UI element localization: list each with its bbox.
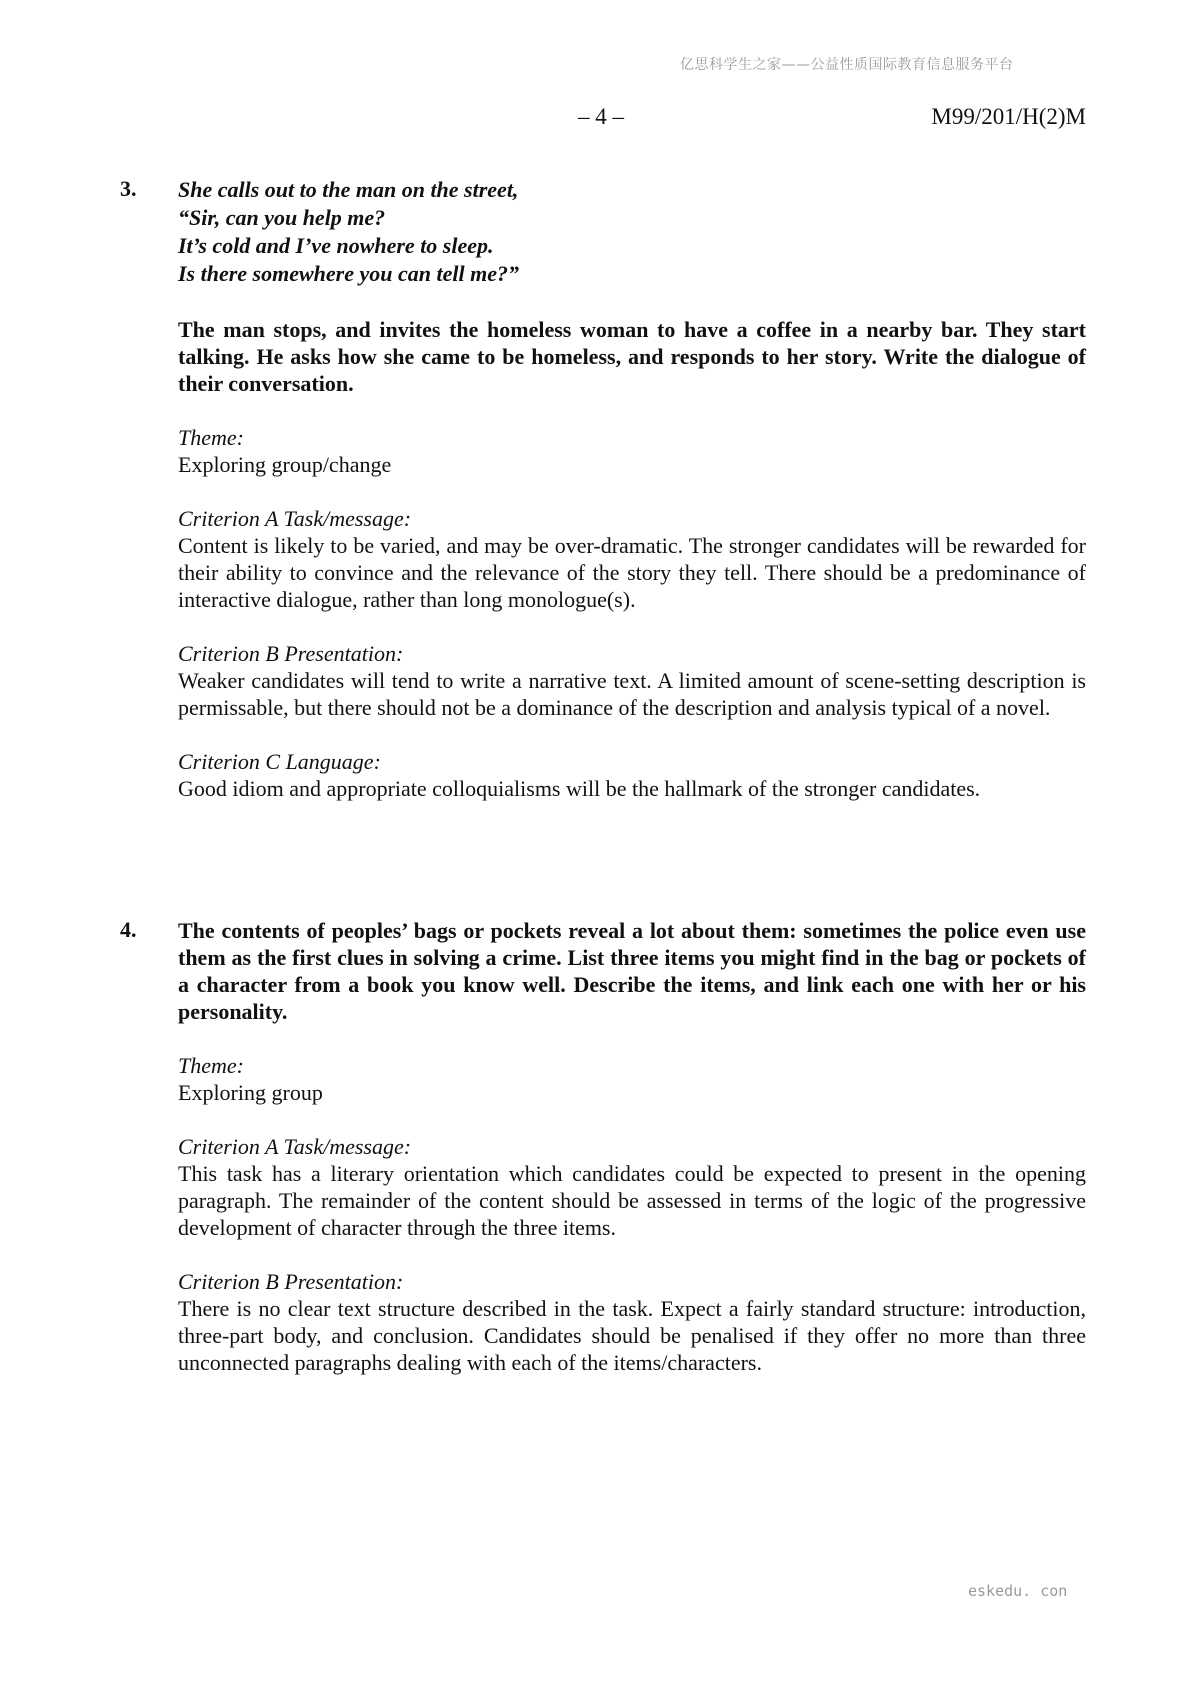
section-label: Criterion B Presentation:	[178, 1269, 404, 1294]
section-text: Exploring group	[178, 1080, 323, 1105]
criterion-c-section	[178, 748, 1086, 802]
section-text: Content is likely to be varied, and may be over-dramatic. The stronger candidates will be rewarded for their ability to convince and the relevance of the story they tell. There should be a predominance of interactive dialogue, rather than long monologue(s).	[178, 533, 1086, 612]
section-label: Criterion A Task/message:	[178, 506, 412, 531]
question-number: 3.	[120, 176, 137, 201]
criterion-a-section	[178, 1133, 1086, 1241]
section-text: Good idiom and appropriate colloquialisms will be the hallmark of the stronger candidates.	[178, 776, 981, 801]
poem-line: “Sir, can you help me?	[178, 205, 386, 230]
section-text: This task has a literary orientation which candidates could be expected to present in the opening paragraph. The remainder of the content should be assessed in terms of the logic of the progressive development of character through the three items.	[178, 1161, 1086, 1240]
section-label: Theme:	[178, 425, 244, 450]
question-number: 4.	[120, 917, 137, 942]
section-text: There is no clear text structure described in the task. Expect a fairly standard structure: introduction, three-part body, and conclusion. Candidates should be penalised if they offer no more than three unconnected paragraphs dealing with each of the items/characters.	[178, 1296, 1086, 1375]
question-prompt: The man stops, and invites the homeless woman to have a coffee in a nearby bar. They start talking. He asks how she came to be homeless, and responds to her story. Write the dialogue of their conversation.	[178, 317, 1086, 396]
page-number: – 4 –	[578, 104, 624, 129]
criterion-a-section	[178, 505, 1086, 613]
question-prompt: The contents of peoples’ bags or pockets reveal a lot about them: sometimes the police even use them as the first clues in solving a crime. List three items you might find in the bag or pockets of a character from a book you know well. Describe the items, and link each one with her or his personality.	[178, 918, 1086, 1024]
question-body	[178, 917, 1086, 1403]
poem-quote	[178, 176, 1086, 288]
poem-line: She calls out to the man on the street,	[178, 177, 519, 202]
watermark-bottom: eskedu. con	[968, 1582, 1068, 1600]
document-code: M99/201/H(2)M	[931, 104, 1086, 129]
question-body	[178, 176, 1086, 829]
section-label: Criterion C Language:	[178, 749, 381, 774]
theme-section	[178, 1052, 1086, 1106]
poem-line: It’s cold and I’ve nowhere to sleep.	[178, 233, 494, 258]
section-text: Exploring group/change	[178, 452, 392, 477]
theme-section	[178, 424, 1086, 478]
criterion-b-section	[178, 640, 1086, 721]
poem-line: Is there somewhere you can tell me?”	[178, 261, 519, 286]
section-label: Theme:	[178, 1053, 244, 1078]
section-label: Criterion B Presentation:	[178, 641, 404, 666]
criterion-b-section	[178, 1268, 1086, 1376]
watermark-top: 亿思科学生之家——公益性质国际教育信息服务平台	[680, 57, 1014, 73]
section-label: Criterion A Task/message:	[178, 1134, 412, 1159]
section-text: Weaker candidates will tend to write a narrative text. A limited amount of scene-setting description is permissable, but there should not be a dominance of the description and analysis typical of a novel.	[178, 668, 1086, 720]
